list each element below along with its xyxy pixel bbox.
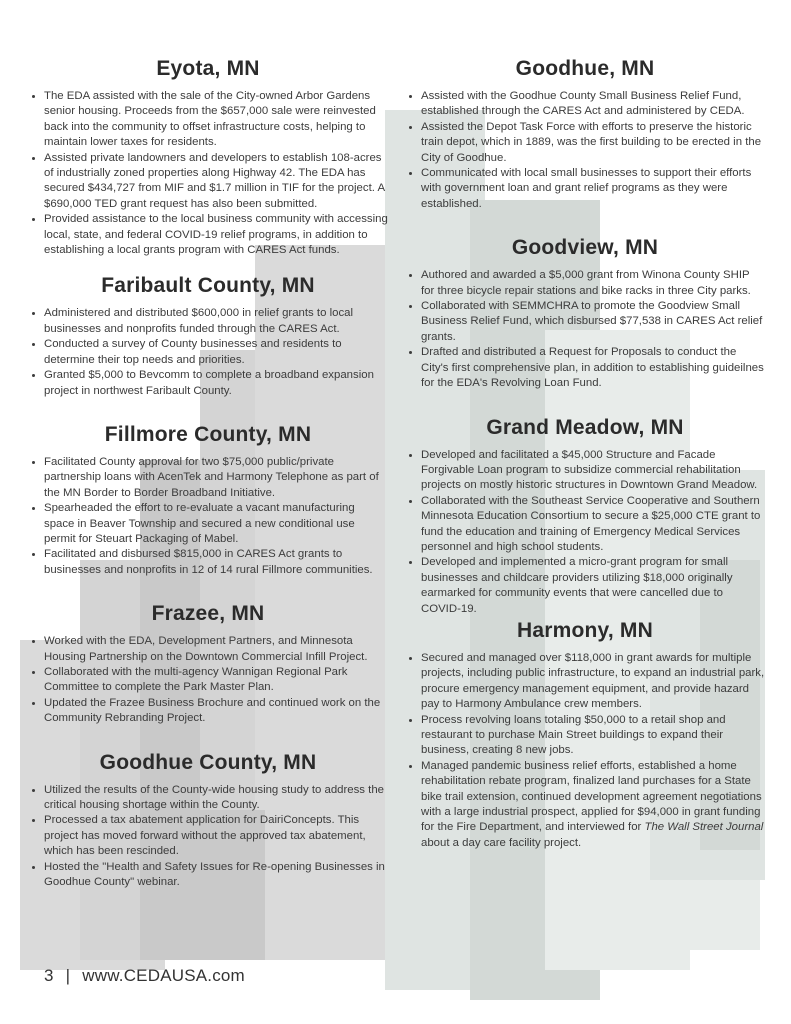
section-heading: Goodhue, MN (515, 57, 655, 80)
bullet-list (28, 455, 388, 578)
bullet-list (28, 634, 388, 726)
list-item: • Provided assistance to the local business community with accessing local, state, and federal COVID-19 relief programs, in addition to establishing a local grants program with CARES Act funds. (44, 212, 388, 258)
list-item: • Processed a tax abatement application for DairiConcepts. This project has moved forward without the approved tax abatement, which has been rescinded. (44, 813, 388, 859)
list-item: • Communicated with local small businesses to support their efforts with government loan and grant relief programs as they were established. (421, 166, 765, 212)
list-item: • Spearheaded the effort to re-evaluate a vacant manufacturing space in Beaver Township and secured a new conditional use permit for Steuart Packaging of Mabel. (44, 501, 388, 547)
footer-separator: | (65, 966, 71, 985)
section-frazee (28, 600, 388, 726)
bullet-list (405, 268, 765, 391)
section-heading: Fillmore County, MN (104, 422, 312, 446)
list-item: • Conducted a survey of County businesses and residents to determine their top needs and priorities. (44, 337, 388, 368)
publication-title: The Wall Street Journal (644, 821, 764, 834)
section-heading: Frazee, MN (151, 602, 265, 626)
list-item: • Facilitated County approval for two $75,000 public/private partnership loans with AcenTek and Harmony Telephone as part of the MN Border to Border Broadband Initiative. (44, 455, 388, 501)
list-item-text: Managed pandemic business relief efforts, established a home rehabilitation rebate program, finalized land purchases for a State bike trail extension, continued development agreement negotiations with a large industrial prospect, applied for $94,000 in grant funding for the Fire Department, and interviewed for (421, 759, 762, 834)
list-item: • The EDA assisted with the sale of the City-owned Arbor Gardens senior housing. Proceeds from the $657,000 sale were reinvested back into the community to offset infrastructure costs, helping to maintain lower taxes for residents. (44, 89, 388, 151)
list-item: • Worked with the EDA, Development Partners, and Minnesota Housing Partnership on the Downtown Commercial Infill Project. (44, 634, 388, 665)
list-item (421, 759, 765, 851)
list-item: • Collaborated with the Southeast Service Cooperative and Southern Minnesota Education Consortium to secure a $25,000 CTE grant to fund the education and training of Emergency Medical Services personnel and high school students. (421, 494, 765, 556)
list-item: • Developed and implemented a micro-grant program for small businesses and childcare providers utilizing $18,000 originally earmarked for community events that were cancelled due to COVID-19. (421, 555, 765, 617)
list-item: • Collaborated with the multi-agency Wannigan Regional Park Committee to complete the Park Master Plan. (44, 665, 388, 696)
list-item: • Assisted the Depot Task Force with efforts to preserve the historic train depot, which in 1889, was the first building to be erected in the City of Goodhue. (421, 120, 765, 166)
website-link[interactable]: www.CEDAUSA.com (82, 966, 245, 985)
bullet-list (28, 89, 388, 258)
section-heading: Grand Meadow, MN (486, 415, 684, 439)
section-fillmore-county (28, 421, 388, 578)
section-goodhue (405, 55, 765, 212)
section-goodhue-county (28, 749, 388, 891)
left-column (28, 55, 388, 890)
page-footer (44, 966, 245, 986)
bullet-list (405, 651, 765, 851)
list-item: • Utilized the results of the County-wide housing study to address the critical housing shortage within the County. (44, 783, 388, 814)
section-grand-meadow (405, 414, 765, 617)
right-column (405, 55, 765, 851)
list-item: • Drafted and distributed a Request for Proposals to conduct the City's first comprehensive plan, in addition to establishing guideilnes for the EDA's Revolving Loan Fund. (421, 345, 765, 391)
list-item: • Facilitated and disbursed $815,000 in CARES Act grants to businesses and nonprofits in 12 of 14 rural Fillmore communities. (44, 547, 388, 578)
list-item: • Collaborated with SEMMCHRA to promote the Goodview Small Business Relief Fund, which disbursed $77,538 in CARES Act relief grants. (421, 299, 765, 345)
section-harmony (405, 617, 765, 851)
list-item: • Hosted the "Health and Safety Issues for Re-opening Businesses in Goodhue County" webinar. (44, 860, 388, 891)
list-item: • Secured and managed over $118,000 in grant awards for multiple projects, including public infrastructure, to expand an industrial park, procure emergency management equipment, and provide hazard pay to Harmony Ambulance crew members. (421, 651, 765, 713)
bullet-list (28, 306, 388, 398)
list-item: • Process revolving loans totaling $50,000 to a retail shop and restaurant to purchase Main Street buildings to expand their business, creating 8 new jobs. (421, 713, 765, 759)
bullet-list (405, 89, 765, 212)
list-item: • Granted $5,000 to Bevcomm to complete a broadband expansion project in northwest Faribault County. (44, 368, 388, 399)
list-item: • Assisted private landowners and developers to establish 108-acres of industrially zoned properties along Highway 42. The EDA has secured $434,727 from MIF and $1.7 million in TIF for the project. A $690,000 TED grant request has also been submitted. (44, 151, 388, 213)
section-heading: Goodview, MN (511, 236, 659, 260)
list-item: • Developed and facilitated a $45,000 Structure and Facade Forgivable Loan program to subsidize commercial rehabilitation projects on mostly historic structures in Downtown Grand Meadow. (421, 448, 765, 494)
section-faribault-county (28, 272, 388, 398)
list-item: • Assisted with the Goodhue County Small Business Relief Fund, established through the CARES Act and administered by CEDA. (421, 89, 765, 120)
section-heading: Faribault County, MN (101, 274, 315, 298)
section-heading: Goodhue County, MN (99, 750, 317, 774)
section-heading: Harmony, MN (517, 618, 653, 642)
section-heading: Eyota, MN (156, 57, 260, 80)
list-item: • Authored and awarded a $5,000 grant from Winona County SHIP for three bicycle repair stations and bike racks in three City parks. (421, 268, 765, 299)
list-item-text: about a day care facility project. (421, 836, 582, 849)
section-eyota (28, 55, 388, 258)
section-goodview (405, 234, 765, 391)
list-item: • Updated the Frazee Business Brochure and continued work on the Community Rebranding Project. (44, 696, 388, 727)
page-number: 3 (44, 966, 54, 985)
bullet-list (28, 783, 388, 891)
bullet-list (405, 448, 765, 617)
list-item: • Administered and distributed $600,000 in relief grants to local businesses and nonprofits funded through the CARES Act. (44, 306, 388, 337)
